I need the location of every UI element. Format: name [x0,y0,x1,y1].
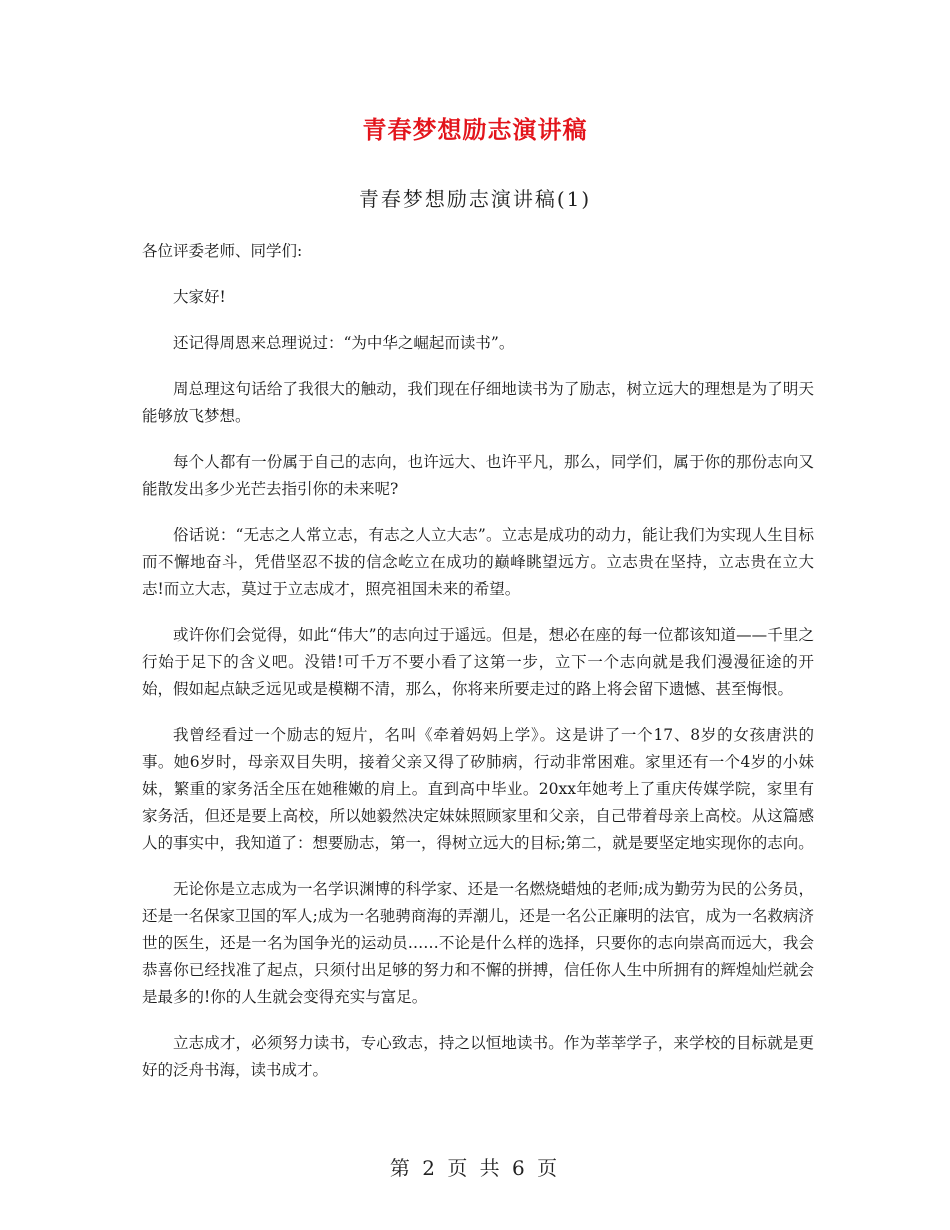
page-indicator: 第 2 页 共 6 页 [389,1156,561,1180]
document-title: 青春梦想励志演讲稿 [362,116,588,144]
paragraph: 我曾经看过一个励志的短片，名叫《牵着妈妈上学》。这是讲了一个17、8岁的女孩唐洪的事。她6岁时，母亲双目失明，接着父亲又得了矽肺病，行动非常困难。家里还有一个4岁的小妹妹，繁重的家务活全压在她稚嫩的肩上。直到高中毕业。20xx年她考上了重庆传媒学院，家里有家务活，但还是要上高校，所以她毅然决定妹妹照顾家里和父亲，自己带着母亲上高校。从这篇感人的事实中，我知道了：想要励志，第一，得树立远大的目标;第二，就是要坚定地实现你的志向。 [142,726,814,852]
paragraph: 立志成才，必须努力读书，专心致志，持之以恒地读书。作为莘莘学子，来学校的目标就是更好的泛舟书海，读书成才。 [142,1034,814,1079]
paragraph: 俗话说：“无志之人常立志，有志之人立大志”。立志是成功的动力，能让我们为实现人生目标而不懈地奋斗，凭借坚忍不拔的信念屹立在成功的巅峰眺望远方。立志贵在坚持，立志贵在立大志!而立大志，莫过于立志成才，照亮祖国未来的希望。 [142,526,814,598]
document-body [142,238,814,1103]
document-subtitle: 青春梦想励志演讲稿(1) [358,187,592,211]
paragraph: 无论你是立志成为一名学识渊博的科学家、还是一名燃烧蜡烛的老师;成为勤劳为民的公务员，还是一名保家卫国的军人;成为一名驰骋商海的弄潮儿，还是一名公正廉明的法官，成为一名救病济世的医生，还是一名为国争光的运动员……不论是什么样的选择，只要你的志向崇高而远大，我会恭喜你已经找准了起点，只须付出足够的努力和不懈的拼搏，信任你人生中所拥有的辉煌灿烂就会是最多的!你的人生就会变得充实与富足。 [142,880,814,1006]
paragraph: 还记得周恩来总理说过：“为中华之崛起而读书”。 [173,334,515,352]
paragraph: 或许你们会觉得，如此“伟大”的志向过于遥远。但是，想必在座的每一位都该知道——千里之行始于足下的含义吧。没错!可千万不要小看了这第一步，立下一个志向就是我们漫漫征途的开始，假如起点缺乏远见或是模糊不清，那么，你将来所要走过的路上将会留下遗憾、甚至悔恨。 [142,626,814,698]
paragraph: 周总理这句话给了我很大的触动，我们现在仔细地读书为了励志，树立远大的理想是为了明天能够放飞梦想。 [142,380,814,425]
salutation: 各位评委老师、同学们: [142,242,303,260]
paragraph: 大家好! [173,288,226,306]
paragraph: 每个人都有一份属于自己的志向，也许远大、也许平凡，那么，同学们，属于你的那份志向又能散发出多少光芒去指引你的未来呢? [142,453,814,498]
